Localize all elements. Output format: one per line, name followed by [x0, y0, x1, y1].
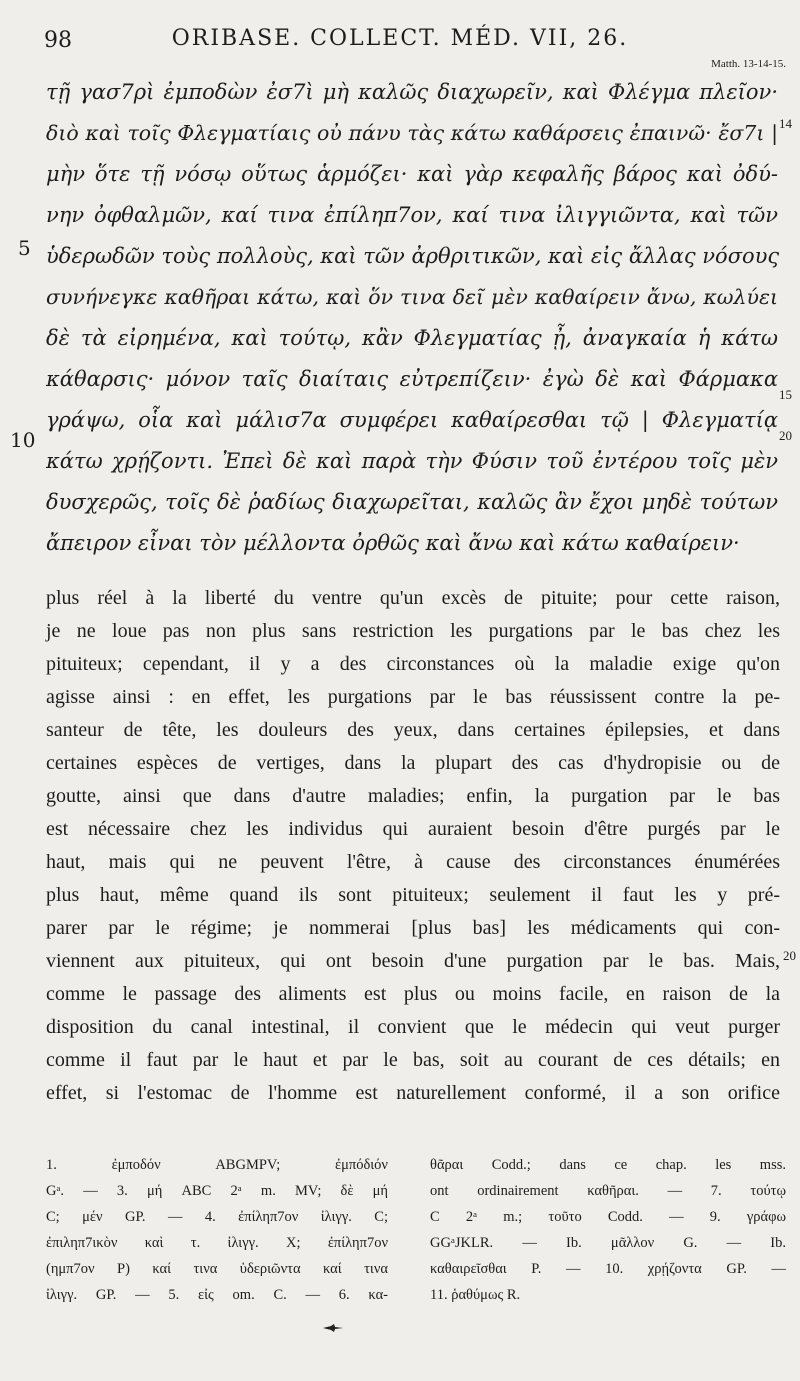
french-translation-block [46, 582, 780, 1110]
page-header [0, 24, 800, 70]
note-line: θᾶραι Codd.; dans ce chap. les mss. [430, 1157, 786, 1173]
french-line: goutte, ainsi que dans d'autre maladies; enfin, la purgation par le bas [46, 785, 780, 807]
greek-line: μὴν ὅτε τῇ νόσῳ οὕτως ἁρμόζει· καὶ γὰρ κεφαλῆς βάρος καὶ ὀδύ- [46, 162, 778, 186]
notes-right-column [430, 1152, 786, 1308]
note-line: 11. ῥαθύμως R. [430, 1287, 521, 1303]
margin-reference-20-french: 20 [783, 948, 796, 963]
source-reference: Matth. 13-14-15. [711, 58, 786, 70]
french-line: certaines espèces de vertiges, dans la plupart des cas d'hydropisie ou de [46, 752, 780, 774]
french-line: haut, mais qui ne peuvent l'être, à cause des circonstances énumérées [46, 851, 780, 873]
greek-line: ἄπειρον εἶναι τὸν μέλλοντα ὀρθῶς καὶ ἄνω καὶ κάτω καθαίρειν· [46, 531, 740, 555]
french-line: effet, si l'estomac de l'homme est naturellement conformé, il a son orifice [46, 1082, 780, 1104]
french-line: santeur de tête, les douleurs des yeux, dans certaines épilepsies, et dans [46, 719, 780, 741]
note-line: ἐπιληπ7ικὸν καὶ τ. ἰλιγγ. X; ἐπίληπ7ον [46, 1235, 388, 1251]
greek-line: διὸ καὶ τοῖς Φλεγματίαις οὐ πάνυ τὰς κάτω καθάρσεις ἐπαινῶ· ἔσ7ι | [46, 121, 778, 145]
margin-reference-15: 15 [779, 387, 792, 402]
note-line: C 2ᵃ m.; τοῦτο Codd. — 9. γράφω [430, 1209, 786, 1225]
french-line: disposition du canal intestinal, il convient que le médecin qui veut purger [46, 1016, 780, 1038]
note-line: ἰλιγγ. GP. — 5. εἰς om. C. — 6. κα- [46, 1287, 388, 1303]
french-line: est nécessaire chez les individus qui auraient besoin d'être purgés par le [46, 818, 780, 840]
greek-line: δυσχερῶς, τοῖς δὲ ῥαδίως διαχωρεῖται, καλῶς ἂν ἔχοι μηδὲ τούτων [46, 490, 778, 514]
greek-text-block [46, 72, 778, 564]
note-line: Gᵃ. — 3. μή ABC 2ᵃ m. MV; δὲ μή [46, 1183, 388, 1199]
french-line: plus réel à la liberté du ventre qu'un excès de pituite; pour cette raison, [46, 587, 780, 609]
page-number: 98 [44, 28, 72, 53]
greek-line: γράψω, οἷα καὶ μάλισ7α συμφέρει καθαίρεσθαι τῷ | Φλεγματίᾳ [46, 408, 778, 432]
notes-left-column [46, 1152, 388, 1308]
note-line: ont ordinairement καθῆραι. — 7. τούτῳ [430, 1183, 786, 1199]
french-line: agisse ainsi : en effet, les purgations par le bas réussissent contre la pe- [46, 686, 780, 708]
french-line: comme il faut par le haut et par le bas, soit au courant de ces détails; en [46, 1049, 780, 1071]
greek-line: συνήνεγκε καθῆραι κάτω, καὶ ὅν τινα δεῖ μὲν καθαίρειν ἄνω, κωλύει [46, 285, 778, 309]
note-line: GGᵃJKLR. — Ib. μᾶλλον G. — Ib. [430, 1235, 786, 1251]
ornament-dash-icon [322, 1324, 344, 1332]
greek-line: κάτω χρῄζοντι. Ἐπεὶ δὲ καὶ παρὰ τὴν Φύσιν τοῦ ἐντέρου τοῖς μὲν [46, 449, 778, 473]
greek-line: κάθαρσις· μόνον ταῖς διαίταις εὐτρεπίζειν· ἐγὼ δὲ καὶ Φάρμακα [46, 367, 778, 391]
french-line: viennent aux pituiteux, qui ont besoin d'une purgation par le bas. Mais, [46, 950, 780, 972]
running-title: ORIBASE. COLLECT. MÉD. VII, 26. [171, 26, 629, 51]
french-line: parer par le régime; je nommerai [plus bas] les médicaments qui con- [46, 917, 780, 939]
french-line: plus haut, même quand ils sont pituiteux; seulement il faut les y pré- [46, 884, 780, 906]
margin-reference-20-greek: 20 [779, 428, 792, 443]
note-line: καθαιρεῖσθαι P. — 10. χρῄζοντα GP. — [430, 1261, 786, 1277]
greek-line: νην ὀφθαλμῶν, καί τινα ἐπίληπ7ον, καί τινα ἰλιγγιῶντα, καὶ τῶν [46, 203, 778, 227]
greek-line: ὑδερωδῶν τοὺς πολλοὺς, καὶ τῶν ἀρθριτικῶν, καὶ εἰς ἄλλας νόσους [46, 244, 780, 268]
french-line: comme le passage des aliments est plus ou moins facile, en raison de la [46, 983, 780, 1005]
french-line: je ne loue pas non plus sans restriction les purgations par le bas chez les [46, 620, 780, 642]
line-number-10: 10 [10, 428, 36, 452]
greek-line: τῇ γασ7ρὶ ἐμποδὼν ἐσ7ὶ μὴ καλῶς διαχωρεῖν, καὶ Φλέγμα πλεῖον· [46, 80, 778, 104]
note-line: C; μέν GP. — 4. ἐπίληπ7ον ἰλιγγ. C; [46, 1209, 388, 1225]
line-number-5: 5 [18, 236, 31, 260]
french-line: pituiteux; cependant, il y a des circonstances où la maladie exige qu'on [46, 653, 780, 675]
note-line: 1. ἐμποδόν ABGMPV; ἐμπόδιόν [46, 1157, 388, 1173]
margin-reference-14: 14 [779, 116, 792, 131]
greek-line: δὲ τὰ εἰρημένα, καὶ τούτῳ, κἂν Φλεγματίας ᾖ, ἀναγκαία ἡ κάτω [46, 326, 778, 350]
note-line: (ημπ7ον P) καί τινα ὑδεριῶντα καί τινα [46, 1261, 388, 1277]
